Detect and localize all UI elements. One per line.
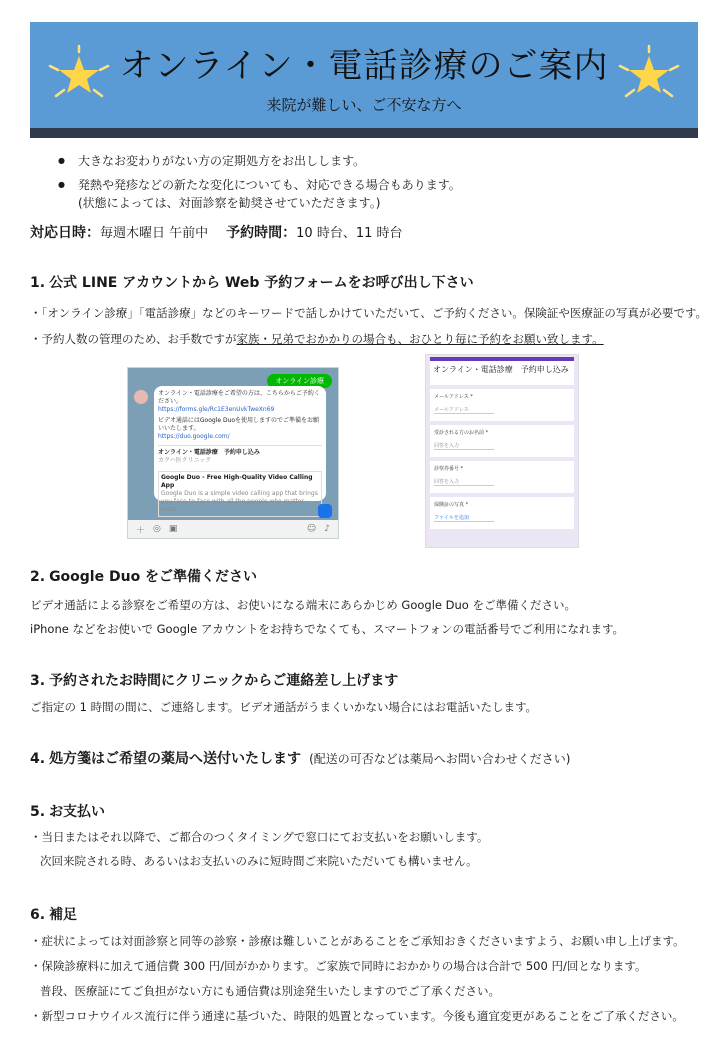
page-subtitle: 来院が難しい、ご不安な方へ bbox=[266, 96, 462, 114]
section-4-note: (配送の可否などは薬局へお問い合わせください) bbox=[309, 752, 571, 766]
section-title: 処方箋はご希望の薬局へ送付いたします bbox=[49, 751, 302, 767]
section-2-heading bbox=[30, 566, 257, 586]
header-banner bbox=[30, 22, 698, 138]
section-6-line-2: ・保険診療料に加えて通信費 300 円/回がかかります。ご家族で同時におかかりの場合は合計で 500 円/回となります。 bbox=[30, 959, 647, 973]
page-title: オンライン・電話診療のご案内 bbox=[119, 46, 609, 86]
section-5-line-1: ・当日またはそれ以降で、ご都合のつくタイミングで窓口にてお支払いをお願いします。 bbox=[30, 830, 489, 844]
line-chat-screenshot bbox=[127, 367, 339, 539]
chat-card-title: オンライン・電話診療 予約申し込み bbox=[158, 449, 260, 456]
section-6-line-4: ・新型コロナウイルス流行に伴う通達に基づいた、時限的処置となっています。今後も適宜変更があることをご了承ください。 bbox=[30, 1009, 684, 1023]
section-number: 2. bbox=[30, 569, 46, 585]
section-number: 3. bbox=[30, 673, 46, 689]
list-item bbox=[30, 152, 690, 170]
intro-bullet-text: 大きなお変わりがない方の定期処方をお出しします。 bbox=[78, 154, 366, 168]
section-number: 6. bbox=[30, 907, 46, 923]
chat-card-subtitle: カクハ医クリニック bbox=[158, 457, 212, 464]
google-form-screenshot bbox=[425, 354, 579, 548]
section-title: お支払い bbox=[49, 804, 106, 820]
section-2-line-2: iPhone などをお使いで Google アカウントをお持ちでなくても、スマートフォンの電話番号でご利用になれます。 bbox=[30, 622, 625, 636]
list-item bbox=[30, 176, 690, 212]
section-1-heading bbox=[30, 272, 474, 292]
form-field bbox=[430, 497, 574, 529]
section-5-heading bbox=[30, 801, 105, 821]
form-field-label: メールアドレス * bbox=[434, 394, 473, 400]
section-number: 1. bbox=[30, 275, 46, 291]
section-number: 4. bbox=[30, 751, 46, 767]
chat-card-duo-title: Google Duo - Free High-Quality Video Calling App bbox=[161, 474, 313, 489]
day-value: 毎週木曜日 午前中 bbox=[100, 226, 209, 241]
time-value: 10 時台、11 時台 bbox=[296, 226, 403, 241]
chat-input-bar bbox=[128, 520, 338, 538]
avatar bbox=[134, 390, 148, 404]
section-1-line-1: ・「オンライン診療」「電話診療」などのキーワードで話しかけていただいて、ご予約ください。保険証や医療証の写真が必要です。 bbox=[30, 306, 707, 320]
section-title: Google Duo をご準備ください bbox=[49, 569, 258, 585]
form-title: オンライン・電話診療 予約申し込み bbox=[433, 365, 569, 374]
form-field-label: 受診される方のお名前 * bbox=[434, 430, 489, 436]
intro-bullet-text: 発熱や発疹などの新たな変化についても、対応できる場合もあります。 bbox=[78, 178, 461, 192]
section-3-heading bbox=[30, 670, 398, 690]
schedule bbox=[30, 222, 403, 242]
star-icon bbox=[614, 44, 684, 106]
intro-list bbox=[30, 152, 690, 218]
mic-icon: ♪ bbox=[324, 524, 330, 534]
chat-link-2: https://duo.google.com/ bbox=[158, 433, 230, 440]
form-field-placeholder: 回答を入力 bbox=[434, 442, 494, 450]
chat-card bbox=[158, 445, 322, 465]
form-field bbox=[430, 389, 574, 421]
section-1-line-2-underlined: 家族・兄弟でおかかりの場合も、おひとり毎に予約をお願い致します。 bbox=[236, 332, 604, 346]
chat-bubble bbox=[154, 386, 326, 513]
camera-icon: ◎ bbox=[153, 524, 161, 534]
section-6-line-3: 普段、医療証にてご負担がない方にも通信費は別途発生いたしますのでご了承ください。 bbox=[40, 984, 500, 998]
form-field-placeholder: 回答を入力 bbox=[434, 478, 494, 486]
form-field bbox=[430, 425, 574, 457]
form-field-placeholder: ファイルを追加 bbox=[434, 514, 494, 522]
form-field-label: 診察券番号 * bbox=[434, 466, 464, 472]
section-1-line-2 bbox=[30, 331, 604, 347]
chat-message-2: ビデオ通話にはGoogle Duoを使用しますのでご準備をお願いいたします。 bbox=[158, 417, 320, 432]
section-6-heading bbox=[30, 904, 77, 924]
chat-card-duo bbox=[158, 471, 322, 517]
duo-icon bbox=[318, 504, 332, 518]
section-number: 5. bbox=[30, 804, 46, 820]
emoji-icon: ☺ bbox=[306, 524, 317, 534]
chat-link-1: https://forms.gle/Rc1E3enUvkTweXn69 bbox=[158, 406, 275, 413]
section-4-heading bbox=[30, 748, 570, 768]
section-5-line-2: 次回来院される時、あるいはお支払いのみに短時間ご来院いただいても構いません。 bbox=[40, 854, 478, 868]
plus-icon: ＋ bbox=[136, 525, 146, 536]
section-title: 補足 bbox=[49, 907, 78, 923]
form-field-label: 保険証の写真 * bbox=[434, 502, 469, 508]
section-title: 公式 LINE アカウントから Web 予約フォームをお呼び出し下さい bbox=[49, 275, 474, 291]
section-2-line-1: ビデオ通話による診察をご希望の方は、お使いになる端末にあらかじめ Google Duo をご準備ください。 bbox=[30, 598, 576, 612]
section-6-line-1: ・症状によっては対面診察と同等の診察・診療は難しいことがあることをご承知おきくださいますよう、お願い申し上げます。 bbox=[30, 934, 685, 948]
time-label: 予約時間： bbox=[226, 225, 297, 241]
section-1-line-2-text: ・予約人数の管理のため、お手数ですが bbox=[30, 332, 237, 346]
chat-card-duo-desc: Google Duo is a simple video calling app that brings you face-to-face with all the people who matter most. bbox=[161, 490, 318, 513]
intro-bullet-note: (状態によっては、対面診察を勧奨させていただきます。) bbox=[78, 196, 381, 210]
section-title: 予約されたお時間にクリニックからご連絡差し上げます bbox=[49, 673, 399, 689]
form-field bbox=[430, 461, 574, 493]
section-3-line-1: ご指定の 1 時間の間に、ご連絡します。ビデオ通話がうまくいかない場合にはお電話いたします。 bbox=[30, 700, 538, 714]
chat-tag: オンライン診療 bbox=[267, 374, 332, 388]
form-field-placeholder: メールアドレス bbox=[434, 406, 494, 414]
form-header bbox=[430, 357, 574, 385]
day-label: 対応日時： bbox=[30, 225, 100, 241]
chat-message-1: オンライン・電話診療をご希望の方は、こちらからご予約ください。 bbox=[158, 390, 320, 405]
image-icon: ▣ bbox=[168, 524, 178, 534]
